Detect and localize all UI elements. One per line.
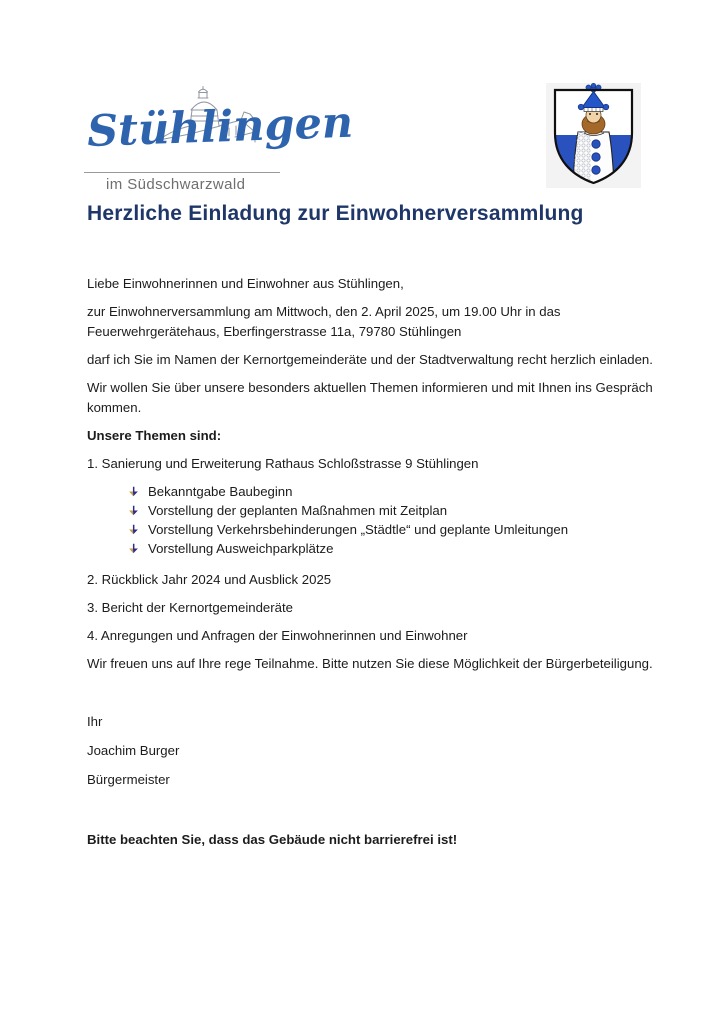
salutation: Liebe Einwohnerinnen und Einwohner aus Stühlingen, xyxy=(87,276,404,291)
signature-name: Joachim Burger xyxy=(87,743,180,758)
coat-of-arms xyxy=(546,83,641,188)
agenda-item-2: 2. Rückblick Jahr 2024 und Ausblick 2025 xyxy=(87,572,332,587)
bullet-text: Bekanntgabe Baubeginn xyxy=(148,484,293,499)
signature-salutation: Ihr xyxy=(87,714,103,729)
logo-tagline: im Südschwarzwald xyxy=(106,176,246,193)
logo-divider xyxy=(84,172,280,173)
page-title: Herzliche Einladung zur Einwohnerversammlung xyxy=(87,202,584,225)
agenda-item-4: 4. Anregungen und Anfragen der Einwohnerinnen und Einwohner xyxy=(87,628,468,643)
letter-body xyxy=(87,201,653,858)
paragraph-closing: Wir freuen uns auf Ihre rege Teilnahme. Bitte nutzen Sie diese Möglichkeit der Bürgerbeteiligung. xyxy=(87,656,653,671)
agenda-item-3: 3. Bericht der Kernortgemeinderäte xyxy=(87,600,293,615)
paragraph-invite: zur Einwohnerversammlung am Mittwoch, den 2. April 2025, um 19.00 Uhr in das Feuerwehrgerätehaus, Eberfingerstrasse 11a, 79780 Stühlingen xyxy=(87,304,561,339)
arrow-bullet-icon xyxy=(128,505,139,516)
list-item xyxy=(128,539,653,558)
list-item xyxy=(128,501,653,520)
list-item xyxy=(128,482,653,501)
agenda-item-1: 1. Sanierung und Erweiterung Rathaus Schloßstrasse 9 Stühlingen xyxy=(87,456,479,471)
logo-wordmark: Stühlingen xyxy=(86,97,354,157)
municipality-logo xyxy=(84,84,354,202)
topics-heading: Unsere Themen sind: xyxy=(87,428,222,443)
paragraph-names: darf ich Sie im Namen der Kernortgemeinderäte und der Stadtverwaltung recht herzlich einladen. xyxy=(87,352,653,367)
blank-line xyxy=(87,682,653,712)
arrow-bullet-icon xyxy=(128,543,139,554)
accessibility-note: Bitte beachten Sie, dass das Gebäude nicht barrierefrei ist! xyxy=(87,832,458,847)
bullet-text: Vorstellung Verkehrsbehinderungen „Städtle“ und geplante Umleitungen xyxy=(148,522,569,537)
bullet-text: Vorstellung der geplanten Maßnahmen mit Zeitplan xyxy=(148,503,448,518)
signature-role: Bürgermeister xyxy=(87,772,170,787)
paragraph-topics-intro: Wir wollen Sie über unsere besonders aktuellen Themen informieren und mit Ihnen ins Gespräch kommen. xyxy=(87,380,653,415)
agenda-item-1-sublist xyxy=(87,482,653,558)
bullet-text: Vorstellung Ausweichparkplätze xyxy=(148,541,334,556)
arrow-bullet-icon xyxy=(128,486,139,497)
arrow-bullet-icon xyxy=(128,524,139,535)
signature-block xyxy=(87,712,653,790)
list-item xyxy=(128,520,653,539)
